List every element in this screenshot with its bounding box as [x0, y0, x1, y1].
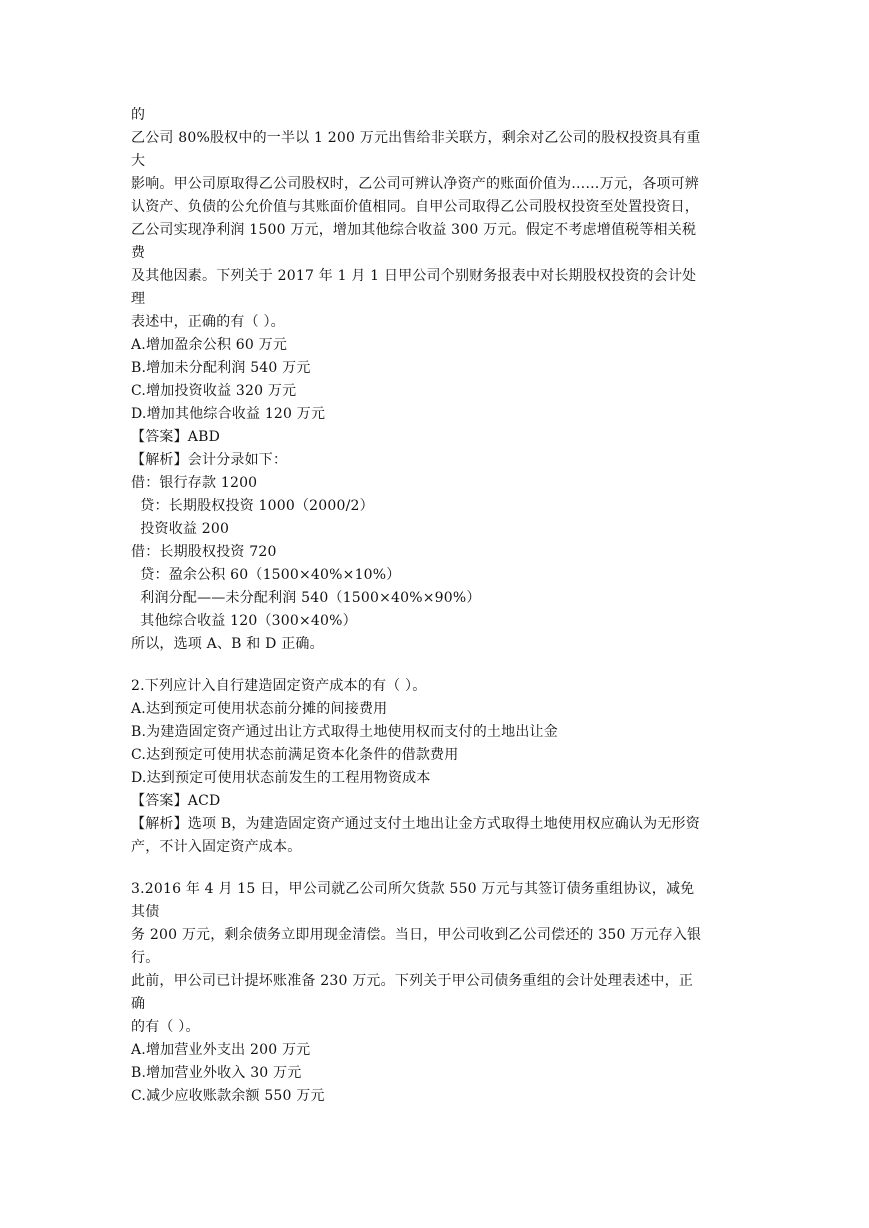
- text-line: B.增加未分配利润 540 万元: [131, 360, 311, 376]
- text-line: 【答案】ABD: [131, 429, 221, 445]
- text-line: 及其他因素。下列关于 2017 年 1 月 1 日甲公司个别财务报表中对长期股权投资的会计处: [131, 268, 697, 284]
- text-line: A.达到预定可使用状态前分摊的间接费用: [131, 701, 388, 717]
- text-line: 影响。甲公司原取得乙公司股权时，乙公司可辨认净资产的账面价值为……万元，各项可辨: [131, 176, 699, 192]
- text-line: D.增加其他综合收益 120 万元: [131, 406, 326, 422]
- text-line: 其债: [131, 904, 160, 920]
- text-line: 贷：盈余公积 60（1500×40%×10%）: [131, 567, 401, 583]
- text-line: 的: [131, 107, 146, 123]
- text-line: 理: [131, 291, 146, 307]
- text-line: C.达到预定可使用状态前满足资本化条件的借款费用: [131, 747, 459, 763]
- text-line: 投资收益 200: [131, 521, 230, 537]
- text-line: 确: [131, 996, 146, 1012]
- text-line: A.增加营业外支出 200 万元: [131, 1042, 311, 1058]
- text-line: 其他综合收益 120（300×40%）: [131, 613, 357, 629]
- text-line: 借：银行存款 1200: [131, 475, 258, 491]
- text-line: 借：长期股权投资 720: [131, 544, 277, 560]
- text-line: 认资产、负债的公允价值与其账面价值相同。自甲公司取得乙公司股权投资至处置投资日，: [131, 199, 699, 215]
- text-line: 【解析】会计分录如下：: [131, 452, 288, 468]
- text-line: 【答案】ACD: [131, 793, 221, 809]
- text-line: 贷：长期股权投资 1000（2000/2）: [131, 498, 374, 514]
- text-line: B.为建造固定资产通过出让方式取得土地使用权而支付的土地出让金: [131, 724, 558, 740]
- text-line: 利润分配——未分配利润 540（1500×40%×90%）: [131, 590, 481, 606]
- text-line: 乙公司实现净利润 1500 万元，增加其他综合收益 300 万元。假定不考虑增值税等相关税: [131, 222, 697, 238]
- text-line: 行。: [131, 950, 160, 966]
- text-line: 大: [131, 153, 146, 169]
- text-line: 表述中，正确的有（ ）。: [131, 314, 285, 330]
- text-line: 3.2016 年 4 月 15 日，甲公司就乙公司所欠货款 550 万元与其签订债务重组协议，减免: [131, 881, 695, 897]
- text-line: 费: [131, 245, 146, 261]
- text-line: D.达到预定可使用状态前发生的工程用物资成本: [131, 770, 431, 786]
- text-line: 产，不计入固定资产成本。: [131, 839, 302, 855]
- text-line: 务 200 万元，剩余债务立即用现金清偿。当日，甲公司收到乙公司偿还的 350 万元存入银: [131, 927, 702, 943]
- text-line: A.增加盈余公积 60 万元: [131, 337, 288, 353]
- text-line: 此前，甲公司已计提坏账准备 230 万元。下列关于甲公司债务重组的会计处理表述中，正: [131, 973, 694, 989]
- text-line: 所以，选项 A、B 和 D 正确。: [131, 636, 324, 652]
- text-line: 的有（ ）。: [131, 1019, 200, 1035]
- text-line: 【解析】选项 B，为建造固定资产通过支付土地出让金方式取得土地使用权应确认为无形资: [131, 816, 700, 832]
- text-line: 2.下列应计入自行建造固定资产成本的有（ ）。: [131, 678, 427, 694]
- text-line: C.减少应收账款余额 550 万元: [131, 1088, 325, 1104]
- text-line: C.增加投资收益 320 万元: [131, 383, 297, 399]
- text-line: 乙公司 80%股权中的一半以 1 200 万元出售给非关联方，剩余对乙公司的股权投资具有重: [131, 130, 701, 146]
- text-line: B.增加营业外收入 30 万元: [131, 1065, 302, 1081]
